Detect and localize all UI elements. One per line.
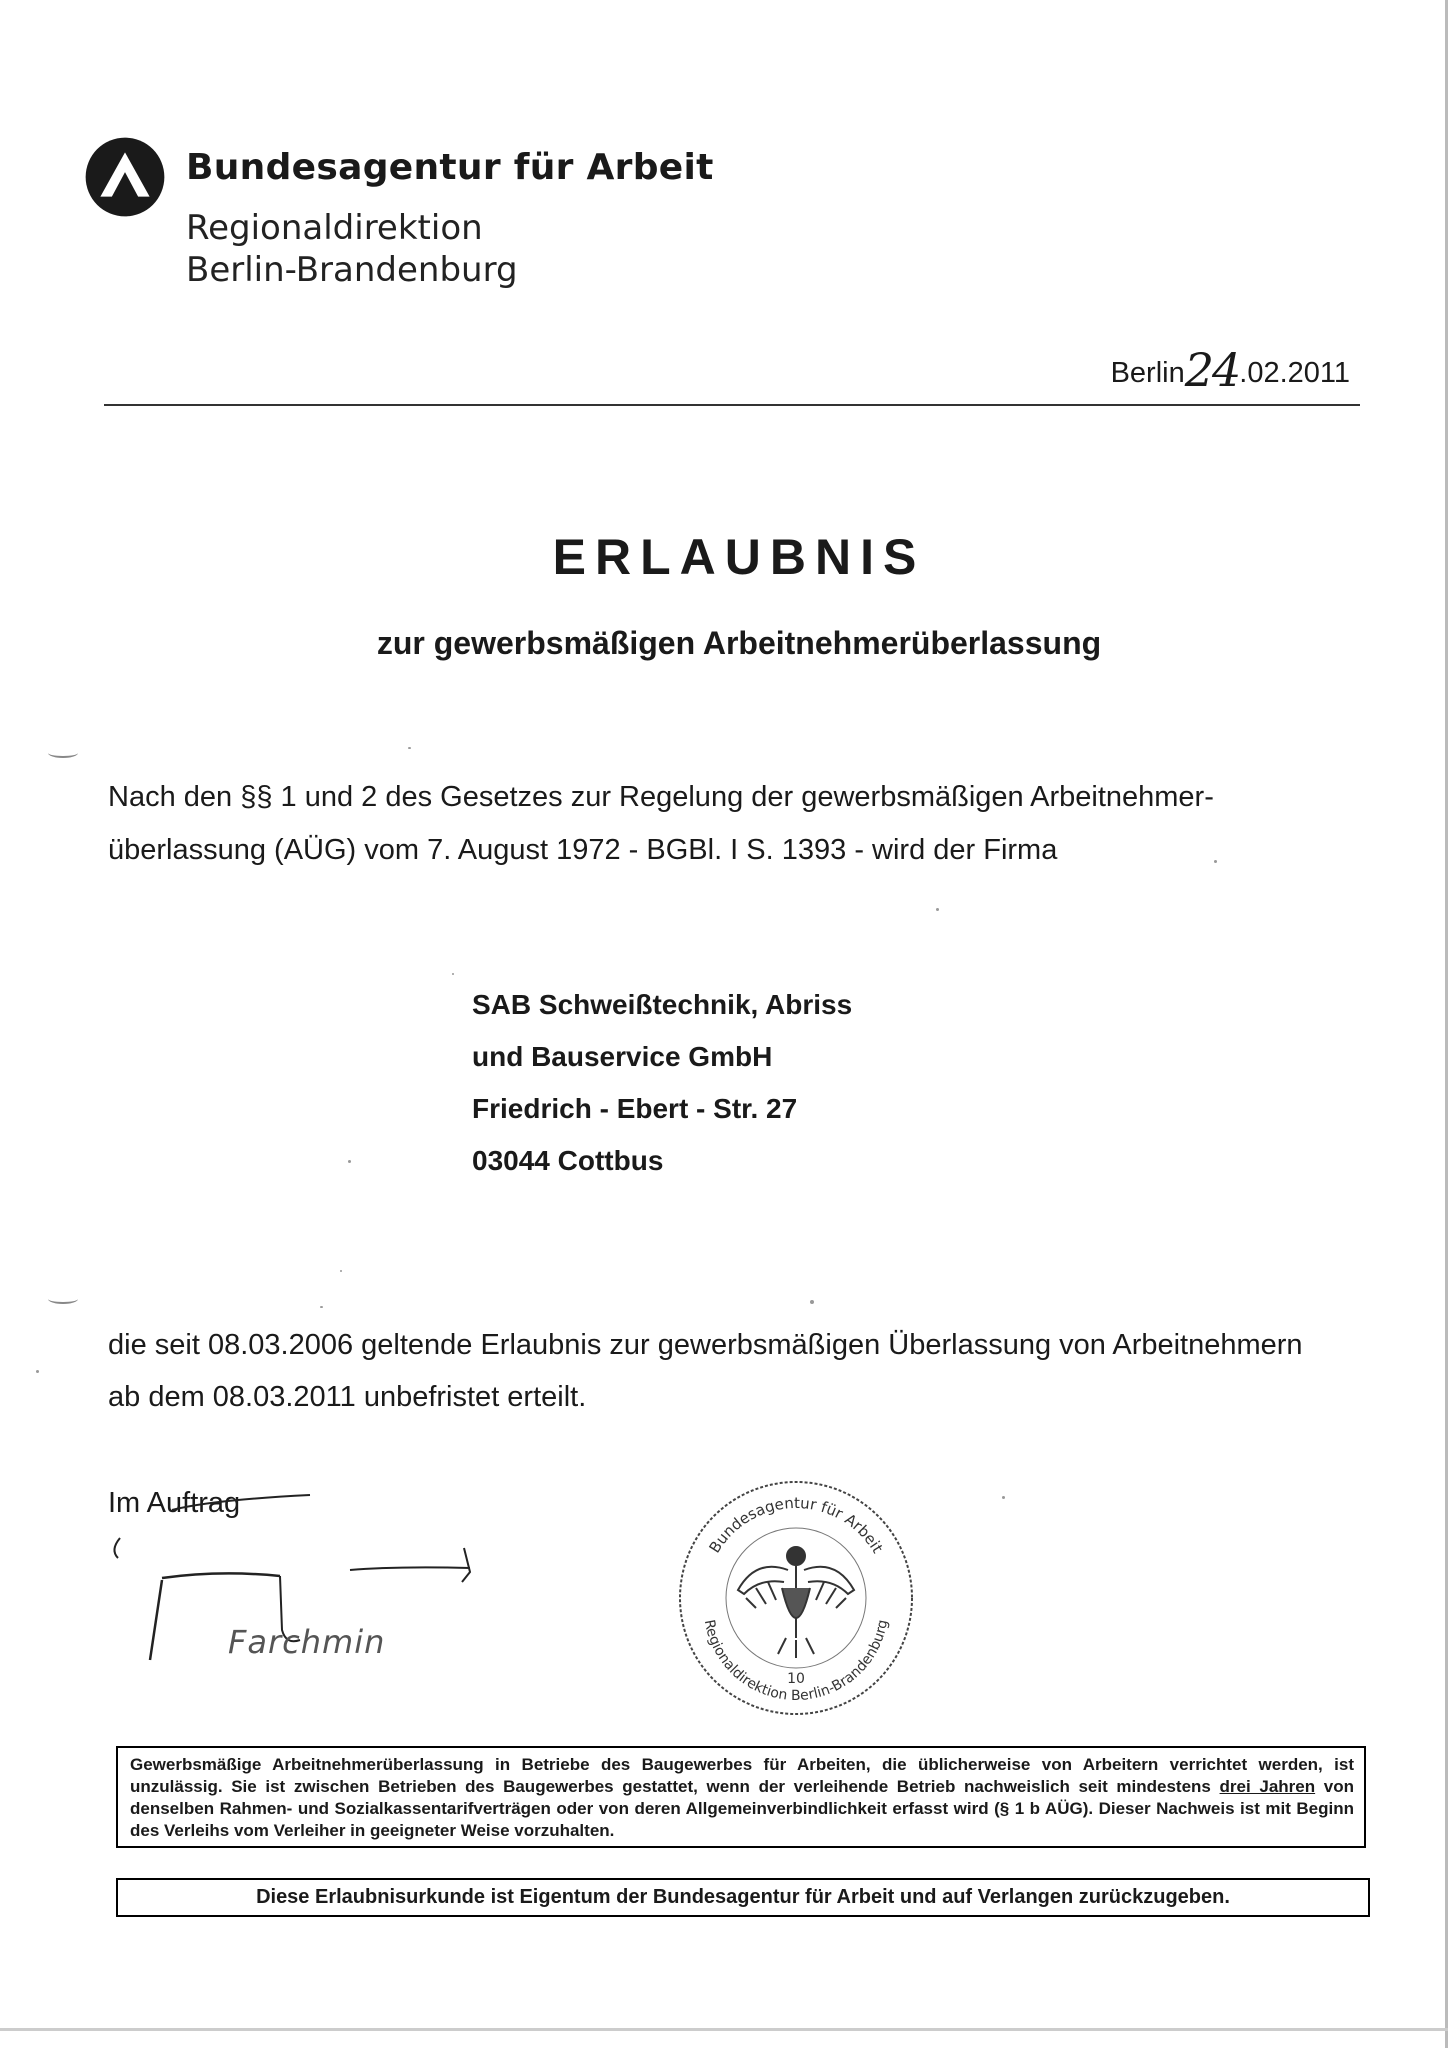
scan-speck bbox=[936, 908, 939, 911]
decision-line-2: ab dem 08.03.2011 unbefristet erteilt. bbox=[108, 1381, 587, 1413]
date-place: Berlin bbox=[1110, 357, 1185, 389]
federal-eagle-icon bbox=[738, 1547, 854, 1658]
seal-number: 10 bbox=[787, 1671, 805, 1687]
scan-speck bbox=[36, 1370, 39, 1373]
scan-speck bbox=[452, 973, 454, 975]
intro-line-1: Nach den §§ 1 und 2 des Gesetzes zur Regelung der gewerbsmäßigen Arbeitnehmer- bbox=[108, 781, 1214, 813]
intro-line-2: überlassung (AÜG) vom 7. August 1972 - BGBl. I S. 1393 - wird der Firma bbox=[108, 834, 1058, 866]
issue-date bbox=[0, 343, 1350, 397]
seal-bottom-text: Regionaldirektion Berlin-Brandenburg bbox=[700, 1618, 892, 1704]
scan-speck bbox=[408, 747, 411, 749]
notice-box bbox=[116, 1746, 1366, 1848]
date-rest: .02.2011 bbox=[1239, 357, 1350, 389]
header-divider bbox=[104, 404, 1360, 406]
scan-speck bbox=[1214, 860, 1217, 863]
signature-label: Im Auftrag bbox=[108, 1487, 241, 1519]
notice-text-part2: von denselben Rahmen- und Sozialkassentarifverträgen oder von deren Allgemeinverbindlichkeit erfasst wird (§ 1 b AÜG). Dieser Nachweis ist mit Beginn des Verleihs vom Verleiher in geeigneter Weise vorzuhalten. bbox=[130, 1777, 1354, 1840]
scan-speck bbox=[340, 1270, 342, 1272]
company-name-line-2: und Bauservice GmbH bbox=[472, 1041, 773, 1072]
company-city: 03044 Cottbus bbox=[472, 1145, 664, 1176]
org-subtitle-line2: Berlin-Brandenburg bbox=[186, 250, 518, 290]
property-notice-box: Diese Erlaubnisurkunde ist Eigentum der Bundesagentur für Arbeit und auf Verlangen zurückzugeben. bbox=[116, 1878, 1370, 1917]
date-day-handwritten: 24 bbox=[1184, 343, 1240, 397]
company-street: Friedrich - Ebert - Str. 27 bbox=[472, 1093, 798, 1124]
official-seal-icon bbox=[676, 1478, 916, 1718]
scan-speck bbox=[320, 1306, 323, 1308]
seal-top-text: Bundesagentur für Arbeit bbox=[705, 1493, 887, 1557]
scan-speck bbox=[810, 1300, 814, 1304]
scan-speck bbox=[348, 1160, 351, 1163]
scan-edge-bottom bbox=[0, 2028, 1448, 2031]
document-title: ERLAUBNIS bbox=[552, 529, 926, 585]
decision-line-1: die seit 08.03.2006 geltende Erlaubnis zur gewerbsmäßigen Überlassung von Arbeitnehmern bbox=[108, 1329, 1303, 1361]
document-subtitle: zur gewerbsmäßigen Arbeitnehmerüberlassung bbox=[376, 625, 1102, 661]
scan-speck bbox=[48, 748, 78, 758]
scan-speck bbox=[1002, 1496, 1005, 1499]
company-name-line-1: SAB Schweißtechnik, Abriss bbox=[472, 989, 853, 1020]
signer-name: Farchmin bbox=[228, 1623, 386, 1661]
scan-speck bbox=[48, 1294, 78, 1304]
org-subtitle-line1: Regionaldirektion bbox=[186, 208, 483, 248]
ba-logo-icon bbox=[84, 136, 166, 218]
notice-text-part1: Gewerbsmäßige Arbeitnehmerüberlassung in Betriebe des Baugewerbes für Arbeiten, die üblicherweise von Arbeitern verrichtet werden, ist unzulässig. Sie ist zwischen Betrieben des Baugewerbes gestattet, wenn der verleihende Betrieb nachweislich seit mindestens bbox=[130, 1755, 1354, 1796]
org-name: Bundesagentur für Arbeit bbox=[186, 147, 714, 188]
notice-text-underlined: drei Jahren bbox=[1219, 1777, 1316, 1796]
